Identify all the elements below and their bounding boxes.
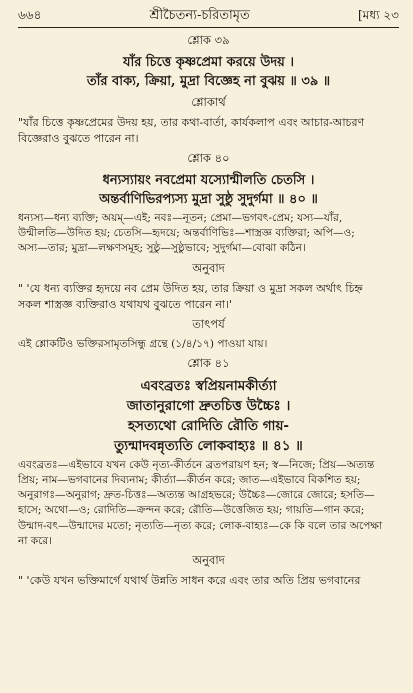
sloka-40-synonyms bbox=[18, 211, 399, 257]
synonym-line: প্রিয়; নাম—ভগবানের দিব্যনাম; কীর্ত্যা—কীর্তন করে; জাত—এইভাবে বিকশিত হয়; bbox=[18, 474, 361, 487]
synonym-line: উন্মীলতি—উদিত হয়; চেতসি—হৃদয়ে; অন্তর্বাণিভিঃ—শাস্ত্রজ্ঞ ব্যক্তিরা; অপি—ও; bbox=[18, 227, 355, 240]
book-title: শ্রীচৈতন্য-চরিতামৃত bbox=[149, 8, 250, 23]
meaning-line: "যাঁর চিত্তে কৃষ্ণপ্রেমের উদয় হয়, তার কথা-বার্তা, কার্যকলাপ এবং আচার-আচরণ bbox=[18, 116, 365, 129]
translation-line: " 'কেউ যখন ভক্তিমার্গে যথার্থ উন্নতি সাধন করে এবং তার অতি প্রিয় ভগবানের bbox=[18, 574, 361, 588]
meaning-line: বিজ্ঞেরাও বুঝতে পারেন না। bbox=[18, 132, 139, 145]
verse-line: এবংব্রতঃ স্বপ্রিয়নামকীর্ত্যা bbox=[140, 377, 277, 394]
sloka-40-purport-label: তাৎপর্য bbox=[192, 316, 225, 331]
sloka-39-verse bbox=[18, 53, 399, 91]
synonym-line: ধন্যস্য—ধন্য ব্যক্তি; অয়ম্—এই; নবঃ—নূতন; প্রেমা—ভগবৎ-প্রেম; যস্য—যাঁর, bbox=[18, 212, 343, 224]
sloka-40-translation bbox=[18, 281, 399, 313]
sloka-39-meaning-label: শ্লোকার্থ bbox=[191, 95, 226, 109]
page-number: ৬৬৪ bbox=[18, 8, 42, 22]
verse-line: অন্তর্বাণিভিরপ্যস্য মুদ্রা সুষ্ঠু সুদুর্গমা ॥ ৪০ ॥ bbox=[99, 192, 318, 207]
sloka-39-meaning bbox=[18, 115, 399, 147]
verse-line: তাঁর বাক্য, ক্রিয়া, মুদ্রা বিজ্ঞেহ না বুঝয় ॥ ৩৯ ॥ bbox=[86, 74, 331, 89]
sloka-41-heading: শ্লোক ৪১ bbox=[187, 355, 230, 370]
synonym-line: না করে। bbox=[18, 534, 53, 547]
synonym-line: অস্য—তার; মুদ্রা—লক্ষণসমূহ; সুষ্ঠু—সুষ্ঠুভাবে; সুদুর্গমা—বোঝা কঠিন। bbox=[18, 242, 306, 255]
sloka-39-heading: শ্লোক ৩৯ bbox=[187, 33, 230, 47]
running-header bbox=[18, 6, 399, 26]
sloka-41-verse bbox=[18, 376, 399, 456]
sloka-40-purport: এই শ্লোকটিও ভক্তিরসামৃতসিন্ধু গ্রন্থে (১/৪/১৭) পাওয়া যায়। bbox=[18, 337, 268, 350]
synonym-line: অনুরাগঃ—অনুরাগ; দ্রুত-চিত্তঃ—অত্যন্ত আগ্রহভরে; উচ্চৈঃ—জোরে জোরে; হসতি— bbox=[18, 489, 375, 502]
verse-line: জাতানুরাগো দ্রুতচিত্ত উচ্চৈঃ । bbox=[126, 397, 291, 414]
verse-line: ধন্যস্যায়ং নবপ্রেমা যস্যোন্মীলতি চেতসি । bbox=[102, 173, 315, 188]
verse-line: ত্যুন্মাদবন্নৃত্যতি লোকবাহ্যঃ ॥ ৪১ ॥ bbox=[114, 437, 303, 454]
sloka-40-verse bbox=[18, 171, 399, 209]
sloka-41-translation-label: অনুবাদ bbox=[192, 553, 225, 568]
chapter-section: [মধ্য ২৩ bbox=[358, 8, 399, 22]
sloka-40-translation-label: অনুবাদ bbox=[192, 260, 225, 275]
sloka-41-translation bbox=[18, 573, 399, 589]
synonym-line: হাসে; অথো—ও; রোদিতি—ক্রন্দন করে; রৌতি—উত্তেজিত হয়; গায়তি—গান করে; bbox=[18, 504, 365, 517]
verse-line: হসত্যথো রোদিতি রৌতি গায়- bbox=[127, 417, 290, 434]
synonym-line: উন্মাদ-বৎ—উন্মাদের মতো; নৃত্যতি—নৃত্য করে; লোক-বাহ্যঃ—কে কি বলে তার অপেক্ষা bbox=[18, 519, 383, 532]
translation-line: সকল শাস্ত্রজ্ঞ ব্যক্তিরাও যথাযথ বুঝতে পারেন না।' bbox=[18, 297, 233, 311]
sloka-40-heading: শ্লোক ৪০ bbox=[187, 151, 230, 165]
translation-line: " 'যে ধন্য ব্যক্তির হৃদয়ে নব প্রেম উদিত হয়, তার ক্রিয়া ও মুদ্রা সকল অর্থাৎ চিহ্ন bbox=[18, 281, 363, 295]
verse-line: যাঁর চিত্তে কৃষ্ণপ্রেমা করয়ে উদয় । bbox=[123, 55, 294, 70]
synonym-line: এবংব্রতঃ—এইভাবে যখন কেউ নৃত্য-কীর্তনে ব্রতপরায়ণ হন; স্ব—নিজে; প্রিয়—অত্যন্ত bbox=[18, 458, 375, 471]
sloka-41-synonyms bbox=[18, 458, 399, 549]
header-rule bbox=[18, 27, 399, 28]
